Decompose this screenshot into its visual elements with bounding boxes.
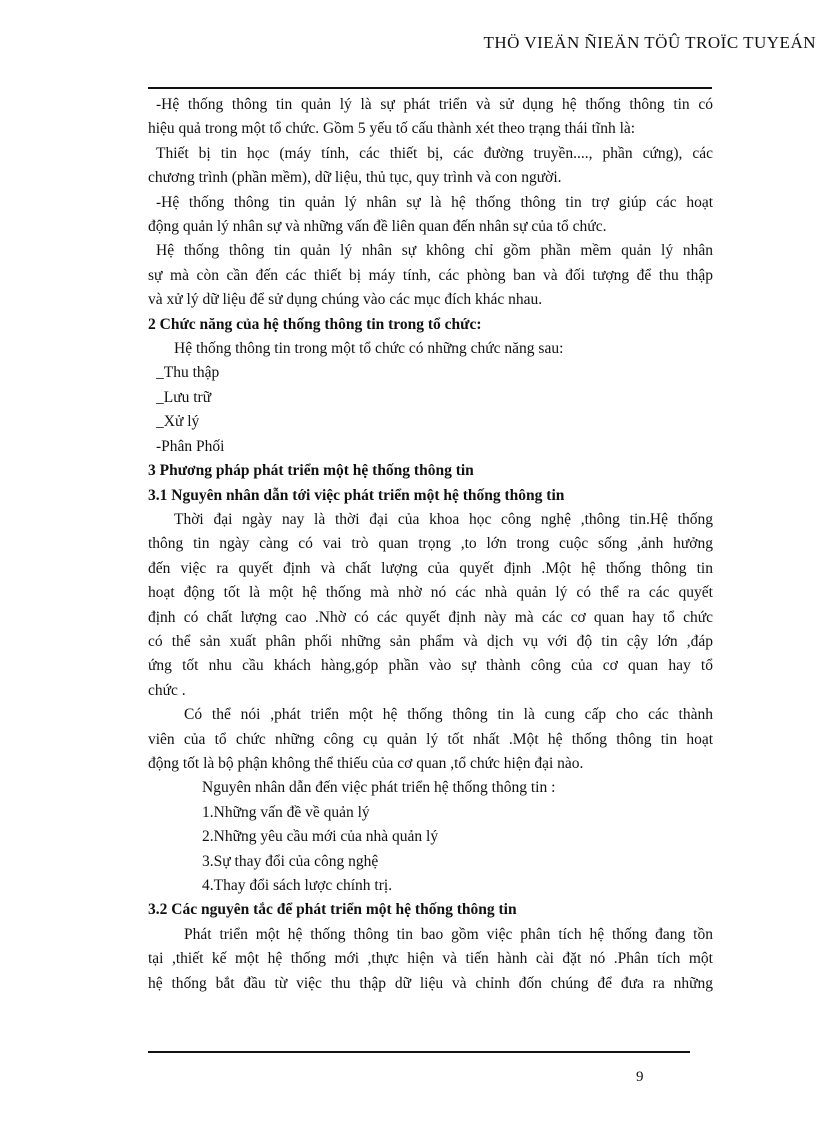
text-line: động tốt là bộ phận không thể thiếu của cơ quan ,tổ chức hiện đại nào.: [148, 754, 584, 772]
text-line: Hệ thống thông tin quản lý nhân sự không chỉ gồm phần mềm quản lý nhân: [156, 242, 713, 260]
text-line: chương trình (phần mềm), dữ liệu, thủ tục, quy trình và con người.: [148, 169, 562, 187]
text-line: hoạt động tốt là một hệ thống mà nhờ nó các nhà quản lý có thể ra các quyết: [148, 584, 713, 602]
section-heading: 2 Chức năng của hệ thống thông tin trong tổ chức:: [148, 315, 482, 333]
text-line: Thiết bị tin học (máy tính, các thiết bị, các đường truyền...., phần cứng), các: [156, 144, 713, 162]
text-line: viên của tổ chức những công cụ quản lý tốt nhất .Một hệ thống thông tin hoạt: [148, 730, 713, 748]
text-line: ứng tốt nhu cầu khách hàng,góp phần vào sự thành công của cơ quan hay tổ: [148, 657, 713, 675]
text-line: Phát triển một hệ thống thông tin bao gồm việc phân tích hệ thống đang tồn: [184, 925, 713, 943]
running-header: THÖ VIEÄN ÑIEÄN TÖÛ TROÏC TUYEÁN: [483, 33, 816, 52]
text-line: 3.Sự thay đổi của công nghệ: [202, 852, 379, 870]
text-line: 1.Những vấn đề về quản lý: [202, 803, 370, 821]
page-number: 9: [636, 1069, 644, 1085]
text-line: Hệ thống thông tin trong một tổ chức có những chức năng sau:: [174, 340, 564, 358]
text-line: tại ,thiết kế một hệ thống mới ,thực hiện và tiến hành cài đặt nó .Phân tích một: [148, 950, 713, 968]
text-line: 2.Những yêu cầu mới của nhà quản lý: [202, 828, 439, 846]
text-line: có thể sản xuất phân phối những sản phẩm và dịch vụ với độ tin cậy lớn ,đáp: [148, 632, 713, 650]
text-line: _Thu thập: [156, 364, 220, 382]
text-line: -Hệ thống thông tin quản lý là sự phát triển và sử dụng hệ thống thông tin có: [156, 96, 713, 113]
section-heading: 3 Phương pháp phát triển một hệ thống thông tin: [148, 462, 474, 480]
section-heading: 3.2 Các nguyên tắc để phát triển một hệ thống thông tin: [148, 901, 517, 919]
text-line: 4.Thay đổi sách lược chính trị.: [202, 877, 393, 894]
text-line: sự mà còn cần đến các thiết bị máy tính, các phòng ban và đối tượng để thu thập: [148, 266, 713, 284]
section-heading: 3.1 Nguyên nhân dẫn tới việc phát triển một hệ thống thông tin: [148, 486, 565, 504]
text-line: đến việc ra quyết định và chất lượng của quyết định .Một hệ thống thông tin: [148, 559, 713, 577]
text-line: -Hệ thống thông tin quản lý nhân sự là hệ thống thông tin trợ giúp các hoạt: [156, 193, 713, 211]
text-line: chức .: [148, 681, 186, 699]
text-line: động quản lý nhân sự và những vấn đề liên quan đến nhân sự của tổ chức.: [148, 218, 607, 236]
text-line: Nguyên nhân dẫn đến việc phát triển hệ thống thông tin :: [202, 779, 556, 797]
text-line: _Xử lý: [156, 413, 200, 431]
text-line: _Lưu trữ: [156, 388, 212, 406]
document-body: [148, 93, 713, 996]
text-line: Có thể nói ,phát triển một hệ thống thông tin là cung cấp cho các thành: [184, 706, 713, 724]
text-line: hiệu quả trong một tổ chức. Gồm 5 yếu tố cấu thành xét theo trạng thái tĩnh là:: [148, 120, 636, 138]
text-line: hệ thống bắt đầu từ việc thu thập dữ liệu và chỉnh đốn chúng để đưa ra những: [148, 974, 713, 992]
text-line: Thời đại ngày nay là thời đại của khoa học công nghệ ,thông tin.Hệ thống: [174, 510, 713, 528]
text-line: và xử lý dữ liệu để sử dụng chúng vào các mục đích khác nhau.: [148, 291, 543, 309]
text-line: -Phân Phối: [156, 437, 225, 455]
header-rule: [148, 87, 712, 89]
text-line: định có chất lượng cao .Nhờ có các quyết định này mà các cơ quan hay tổ chức: [148, 608, 713, 626]
footer-rule: [148, 1051, 690, 1053]
text-line: thông tin ngày càng có vai trò quan trọng ,to lớn trong cuộc sống ,ảnh hưởng: [148, 535, 713, 553]
